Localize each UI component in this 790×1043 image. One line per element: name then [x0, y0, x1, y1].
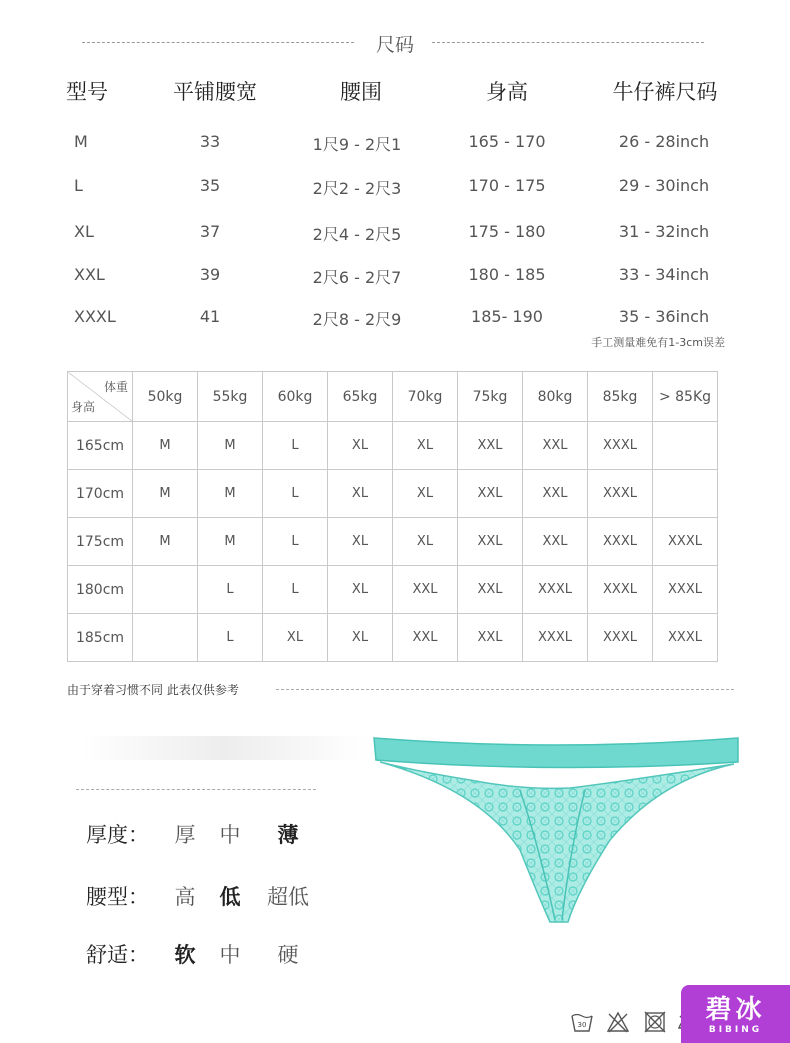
grid-size-cell: XL [393, 422, 458, 470]
spec-cell: 41 [199, 307, 221, 326]
grid-row [68, 422, 718, 470]
spec-cell: XXL [74, 265, 105, 284]
spec-cell: 33 - 34inch [618, 265, 710, 284]
grid-size-cell: XL [328, 566, 393, 614]
page-title: 尺码 [375, 34, 414, 56]
grid-size-cell: XXXL [588, 422, 653, 470]
grid-size-cell: XXXL [653, 614, 718, 662]
grid-size-cell: XXL [523, 422, 588, 470]
grid-size-cell: XXXL [523, 614, 588, 662]
spec-cell: 39 [199, 265, 221, 284]
no-tumble-dry-icon [643, 1010, 667, 1034]
grid-weight-header: 55kg [198, 372, 263, 422]
grid-size-cell: M [198, 422, 263, 470]
grid-size-cell: XXL [458, 470, 523, 518]
grid-size-cell: XXL [523, 470, 588, 518]
size-grid [67, 371, 718, 662]
attribute-option: 超低 [267, 885, 309, 909]
grid-size-cell: L [263, 518, 328, 566]
grid-weight-header: 85kg [588, 372, 653, 422]
grid-size-cell [653, 470, 718, 518]
grid-height-header: 185cm [68, 614, 133, 662]
measurement-note: 手工测量难免有1-3cm误差 [591, 336, 725, 349]
spec-header-model: 型号 [66, 80, 108, 104]
attribute-option: 薄 [277, 823, 299, 847]
grid-size-cell: M [133, 518, 198, 566]
spec-cell: 165 - 170 [468, 132, 546, 151]
corner-height-label: 身高 [71, 400, 96, 414]
grid-size-cell: XXXL [588, 566, 653, 614]
grid-size-cell: XL [393, 470, 458, 518]
grid-corner-cell [68, 372, 133, 422]
product-image [370, 730, 740, 930]
spec-cell: 175 - 180 [468, 222, 546, 241]
grid-size-cell: M [198, 518, 263, 566]
spec-cell: 2尺8 - 2尺9 [312, 310, 402, 329]
grid-size-cell: XL [328, 422, 393, 470]
attribute-option: 高 [174, 885, 196, 909]
spec-cell: 2尺4 - 2尺5 [312, 225, 402, 244]
spec-header-jeans: 牛仔裤尺码 [612, 80, 718, 104]
note-divider [276, 689, 734, 690]
grid-height-header: 165cm [68, 422, 133, 470]
spec-cell: 180 - 185 [468, 265, 546, 284]
attribute-option: 中 [219, 943, 241, 967]
spec-cell: M [74, 132, 88, 151]
grid-size-cell [133, 614, 198, 662]
grid-size-cell: XL [328, 470, 393, 518]
grid-size-cell: L [263, 422, 328, 470]
grid-size-cell: L [263, 566, 328, 614]
grid-size-cell: XXXL [588, 614, 653, 662]
attribute-label: 腰型： [86, 885, 149, 909]
corner-weight-label: 体重 [103, 380, 128, 394]
grid-weight-header: 50kg [133, 372, 198, 422]
grid-weight-header: > 85Kg [653, 372, 718, 422]
grid-header-row [68, 372, 718, 422]
grid-size-cell: XXXL [588, 470, 653, 518]
spec-header-height: 身高 [486, 80, 528, 104]
spec-cell: XXXL [74, 307, 116, 326]
grid-size-cell: XXL [458, 614, 523, 662]
grid-height-header: 175cm [68, 518, 133, 566]
grid-row [68, 566, 718, 614]
grid-weight-header: 75kg [458, 372, 523, 422]
spec-cell: L [74, 176, 83, 195]
grid-size-cell: L [198, 614, 263, 662]
grid-size-cell: XXXL [523, 566, 588, 614]
decorative-fade [80, 736, 370, 760]
attribute-option: 软 [174, 943, 196, 967]
grid-size-cell: XL [263, 614, 328, 662]
attribute-option: 厚 [174, 823, 196, 847]
grid-size-cell: M [198, 470, 263, 518]
grid-row [68, 470, 718, 518]
grid-weight-header: 60kg [263, 372, 328, 422]
wash-temp-label: 30 [577, 1021, 587, 1029]
attribute-option: 硬 [277, 943, 299, 967]
grid-size-cell: XL [328, 614, 393, 662]
brand-name: 碧冰 [705, 995, 766, 1025]
grid-size-cell: L [263, 470, 328, 518]
spec-cell: 185- 190 [471, 307, 543, 326]
spec-header-waist: 腰围 [340, 80, 382, 104]
grid-size-cell: M [133, 470, 198, 518]
grid-height-header: 180cm [68, 566, 133, 614]
spec-header-width: 平铺腰宽 [173, 80, 257, 104]
brand-badge [681, 985, 790, 1043]
spec-cell: XL [74, 222, 94, 241]
grid-size-cell: XL [393, 518, 458, 566]
grid-size-cell: L [198, 566, 263, 614]
spec-cell: 1尺9 - 2尺1 [312, 135, 402, 154]
title-divider-left [82, 42, 354, 43]
grid-size-cell: XXXL [653, 566, 718, 614]
grid-weight-header: 80kg [523, 372, 588, 422]
spec-cell: 33 [199, 132, 221, 151]
title-divider-right [432, 42, 704, 43]
grid-weight-header: 65kg [328, 372, 393, 422]
grid-weight-header: 70kg [393, 372, 458, 422]
grid-height-header: 170cm [68, 470, 133, 518]
attribute-label: 舒适： [86, 943, 149, 967]
reference-note: 由于穿着习惯不同 此表仅供参考 [67, 683, 239, 697]
grid-size-cell: XXL [458, 422, 523, 470]
grid-size-cell: XXL [458, 518, 523, 566]
grid-size-cell: M [133, 422, 198, 470]
spec-cell: 2尺6 - 2尺7 [312, 268, 402, 287]
spec-cell: 2尺2 - 2尺3 [312, 179, 402, 198]
grid-size-cell: XXL [523, 518, 588, 566]
spec-cell: 31 - 32inch [618, 222, 710, 241]
grid-size-cell: XXL [458, 566, 523, 614]
wash-30-icon [570, 1010, 594, 1034]
spec-cell: 29 - 30inch [618, 176, 710, 195]
spec-cell: 26 - 28inch [618, 132, 710, 151]
grid-size-cell: XXXL [653, 518, 718, 566]
spec-cell: 35 - 36inch [618, 307, 710, 326]
grid-row [68, 518, 718, 566]
grid-row [68, 614, 718, 662]
attribute-option: 低 [219, 885, 241, 909]
spec-cell: 170 - 175 [468, 176, 546, 195]
spec-cell: 37 [199, 222, 221, 241]
grid-size-cell: XXL [393, 566, 458, 614]
grid-size-cell: XXL [393, 614, 458, 662]
brand-name-en: BIBING [708, 1025, 763, 1035]
attributes-divider [76, 789, 316, 790]
grid-size-cell [653, 422, 718, 470]
grid-size-cell: XL [328, 518, 393, 566]
no-bleach-icon [606, 1010, 630, 1034]
grid-size-cell [133, 566, 198, 614]
attribute-option: 中 [219, 823, 241, 847]
attribute-label: 厚度： [86, 823, 149, 847]
grid-size-cell: XXXL [588, 518, 653, 566]
spec-cell: 35 [199, 176, 221, 195]
